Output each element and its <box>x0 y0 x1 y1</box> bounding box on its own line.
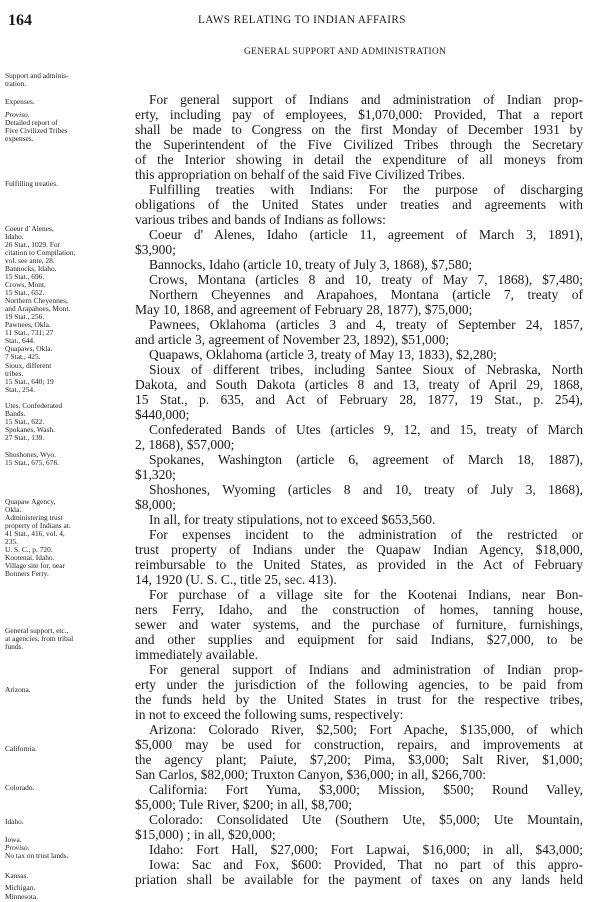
body-line: shall be made to Congress on the first Monday of December 1931 by <box>135 122 583 137</box>
body-line: sewer and water systems, and the purchase of furniture, furnishings, <box>135 617 583 632</box>
margin-note: property of Indians at. <box>5 522 71 530</box>
body-line: $1,320; <box>135 467 176 482</box>
body-line: and article 3, agreement of November 23, 1892), $51,000; <box>135 332 450 347</box>
margin-note: Detailed report of <box>5 119 58 127</box>
margin-note: Spokanes, Wash. <box>5 426 55 434</box>
margin-note: tration. <box>5 80 27 88</box>
body-line: California: Fort Yuma, $3,000; Mission, $500; Round Valley, <box>149 782 583 797</box>
body-line: Spokanes, Washington (article 6, agreement of March 18, 1887), <box>149 452 583 467</box>
margin-note: Idaho. <box>5 233 24 241</box>
page-header <box>8 12 582 32</box>
margin-note: Five Civilized Tribes <box>5 127 68 135</box>
body-line: $440,000; <box>135 407 190 422</box>
section-title: GENERAL SUPPORT AND ADMINISTRATION <box>244 47 447 57</box>
body-line: Bannocks, Idaho (article 10, treaty of July 3, 1868), $7,580; <box>149 257 473 272</box>
margin-note: Bannocks, Idaho. <box>5 265 57 273</box>
body-line: priation shall be available for the payment of taxes on any lands held <box>135 872 583 887</box>
margin-note: expenses. <box>5 135 34 143</box>
margin-note: Proviso. <box>5 844 30 852</box>
body-line: the funds held by the United States in trust for the respective tribes, <box>135 692 583 707</box>
body-line: May 10, 1868, and agreement of February 28, 1877), $75,000; <box>135 302 473 317</box>
body-line: Shoshones, Wyoming (articles 8 and 10, treaty of July 3, 1868), <box>149 482 583 497</box>
margin-note: at agencies, from tribal <box>5 635 74 643</box>
margin-note: 235. <box>5 538 18 546</box>
margin-note: 41 Stat., 416, vol. 4, <box>5 530 65 538</box>
margin-note: tribes. <box>5 370 24 378</box>
body-line: Arizona: Colorado River, $2,500; Fort Apache, $135,000, of which <box>149 722 583 737</box>
body-line: $5,000; Tule River, $200; in all, $8,700; <box>135 797 352 812</box>
margin-note: Administering trust <box>5 514 63 522</box>
margin-note: Iowa. <box>5 836 22 844</box>
body-line: $15,000) ; in all, $20,000; <box>135 827 276 842</box>
margin-note: Shoshones, Wyo. <box>5 451 56 459</box>
margin-note: Colorado. <box>5 784 35 792</box>
margin-note: Utes. Confederated <box>5 402 63 410</box>
body-line: obligations of the United States under treaties and agreements with <box>135 197 583 212</box>
body-line: 2, 1868), $57,000; <box>135 437 235 452</box>
margin-note: 15 Stat., 696. <box>5 273 45 281</box>
margin-note: Kootenai, Idaho. <box>5 554 55 562</box>
body-line: San Carlos, $82,000; Truxton Canyon, $36,000; in all, $266,700: <box>135 767 487 782</box>
body-line: Sioux of different tribes, including Santee Sioux of Nebraska, North <box>149 362 583 377</box>
body-line: the Superintendent of the Five Civilized Tribes through the Secretary <box>135 137 583 152</box>
body-line: $8,000; <box>135 497 176 512</box>
body-line: trust property of Indians under the Quapaw Indian Agency, $18,000, <box>135 542 583 557</box>
margin-note: citation to Compilation, <box>5 249 76 257</box>
margin-note: Coeur d' Alenes, <box>5 225 54 233</box>
body-line: For expenses incident to the administration of the restricted or <box>149 527 583 542</box>
margin-note: 15 Stat., 640; 19 <box>5 378 54 386</box>
body-line: For purchase of a village site for the Kootenai Indians, near Bon- <box>149 587 583 602</box>
body-line: 15 Stat., p. 635, and Act of February 28, 1877, 19 Stat., p. 254), <box>135 392 583 407</box>
margin-note: Fulfilling treaties. <box>5 180 58 188</box>
margin-note: 7 Stat., 425. <box>5 353 41 361</box>
margin-note: Bands. <box>5 410 26 418</box>
body-line: In all, for treaty stipulations, not to exceed $653,560. <box>149 512 436 527</box>
margin-note: Proviso. <box>5 111 30 119</box>
margin-note: 11 Stat., 731; 27 <box>5 329 54 337</box>
body-line: 14, 1920 (U. S. C., title 25, sec. 413). <box>135 572 337 587</box>
body-line: Confederated Bands of Utes (articles 9, 12, and 15, treaty of March <box>149 422 583 437</box>
body-line: Iowa: Sac and Fox, $600: Provided, That no part of this appro- <box>149 857 583 872</box>
margin-note: Expenses. <box>5 98 35 106</box>
margin-note: No tax on trust lands. <box>5 852 69 860</box>
margin-note: Minnesota. <box>5 893 39 901</box>
body-line: erty, including pay of employees, $1,070,000: Provided, That a report <box>135 107 583 122</box>
body-line: the agency plant; Paiute, $7,200; Pima, $3,000; Salt River, $1,000; <box>135 752 583 767</box>
margin-note: Idaho. <box>5 818 24 826</box>
margin-note: 15 Stat., 675, 676. <box>5 459 59 467</box>
margin-note: Kansas. <box>5 872 29 880</box>
margin-note: funds. <box>5 643 24 651</box>
margin-note: Pawnees, Okla. <box>5 321 51 329</box>
body-line: this appropriation on behalf of the said Five Civilized Tribes. <box>135 167 465 182</box>
margin-note: vol. see ante, 28. <box>5 257 55 265</box>
margin-note: Village site for, near <box>5 562 66 570</box>
margin-note: and Arapahoes, Mont. <box>5 305 71 313</box>
margin-note: Crows, Mont. <box>5 281 46 289</box>
margin-note: Support and adminis- <box>5 72 69 80</box>
margin-note: Sioux, different <box>5 362 52 370</box>
margin-note: Okla. <box>5 506 22 514</box>
body-line: and other supplies and equipment for said Indians, $27,000, to be <box>135 632 583 647</box>
margin-note: California. <box>5 745 37 753</box>
margin-note: 15 Stat., 622. <box>5 418 45 426</box>
body-line: ners Ferry, Idaho, and the construction of homes, tanning house, <box>135 602 583 617</box>
body-line: Coeur d' Alenes, Idaho (article 11, agreement of March 3, 1891), <box>149 227 583 242</box>
body-line: Northern Cheyennes and Arapahoes, Montana (article 7, treaty of <box>149 287 583 302</box>
body-line: immediately available. <box>135 647 258 662</box>
body-line: Crows, Montana (articles 8 and 10, treaty of May 7, 1868), $7,480; <box>149 272 583 287</box>
margin-note: Bonners Ferry. <box>5 570 49 578</box>
body-line: $3,900; <box>135 242 176 257</box>
body-line: in not to exceed the following sums, respectively: <box>135 707 404 722</box>
body-line: For general support of Indians and administration of Indian prop- <box>149 662 583 677</box>
running-head: LAWS RELATING TO INDIAN AFFAIRS <box>198 14 406 26</box>
margin-note: Quapaws, Okla. <box>5 345 53 353</box>
margin-note: U. S. C., p. 720. <box>5 546 53 554</box>
margin-note: 19 Stat., 256. <box>5 313 45 321</box>
margin-note: General support, etc., <box>5 627 69 635</box>
margin-note: 27 Stat., 139. <box>5 434 45 442</box>
body-line: various tribes and bands of Indians as follows: <box>135 212 386 227</box>
body-line: Pawnees, Oklahoma (articles 3 and 4, treaty of September 24, 1857, <box>149 317 583 332</box>
margin-note: Stat., 254. <box>5 386 35 394</box>
body-line: Idaho: Fort Hall, $27,000; Fort Lapwai, $16,000; in all, $43,000; <box>149 842 583 857</box>
body-line: Colorado: Consolidated Ute (Southern Ute, $5,000; Ute Mountain, <box>149 812 583 827</box>
body-line: Fulfilling treaties with Indians: For the purpose of discharging <box>149 182 583 197</box>
body-line: Quapaws, Oklahoma (article 3, treaty of May 13, 1833), $2,280; <box>149 347 497 362</box>
margin-note: 15 Stat., 652. <box>5 289 45 297</box>
margin-note: Michigan. <box>5 884 36 892</box>
margin-note: 26 Stat., 1029. For <box>5 241 61 249</box>
margin-note: Northern Cheyennes, <box>5 297 68 305</box>
body-line: of the Interior showing in detail the expenditure of all moneys from <box>135 152 583 167</box>
body-line: reimbursable to the United States, as provided in the Act of February <box>135 557 583 572</box>
page-number: 164 <box>8 12 32 29</box>
margin-note: Arizona. <box>5 686 31 694</box>
body-line: erty under the jurisdiction of the following agencies, to be paid from <box>135 677 583 692</box>
body-line: For general support of Indians and administration of Indian prop- <box>149 92 583 107</box>
margin-note: Quapaw Agency, <box>5 498 56 506</box>
margin-note: Stat., 644. <box>5 337 35 345</box>
body-line: Dakota, and South Dakota (articles 8 and 13, treaty of April 29, 1868, <box>135 377 583 392</box>
body-line: $5,000 may be used for construction, repairs, and improvements at <box>135 737 583 752</box>
